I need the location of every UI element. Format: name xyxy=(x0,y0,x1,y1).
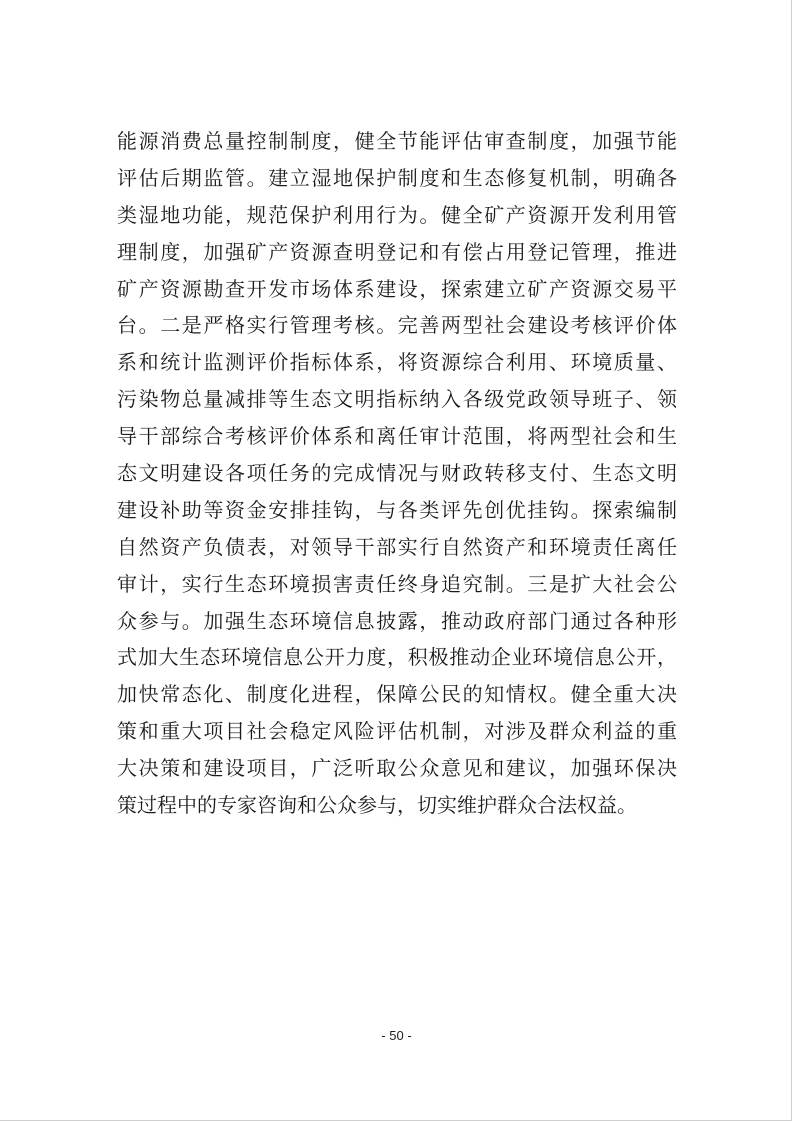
text-line: 态文明建设各项任务的完成情况与财政转移支付、生态文明 xyxy=(117,461,677,486)
text-line: 大决策和建设项目，广泛听取公众意见和建议，加强环保决 xyxy=(117,756,677,781)
text-line: 建设补助等资金安排挂钩，与各类评先创优挂钩。探索编制 xyxy=(117,497,677,522)
text-line: 台。二是严格实行管理考核。完善两型社会建设考核评价体 xyxy=(117,313,677,338)
text-line: 类湿地功能，规范保护利用行为。健全矿产资源开发利用管 xyxy=(117,202,677,227)
text-line: 导干部综合考核评价体系和离任审计范围，将两型社会和生 xyxy=(117,424,677,449)
page-number: - 50 - xyxy=(381,1028,412,1043)
body-paragraph xyxy=(117,123,677,824)
text-line: 自然资产负债表，对领导干部实行自然资产和环境责任离任 xyxy=(117,534,677,559)
text-line: 污染物总量减排等生态文明指标纳入各级党政领导班子、领 xyxy=(117,387,677,412)
text-line: 能源消费总量控制制度，健全节能评估审查制度，加强节能 xyxy=(117,129,677,153)
text-line: 审计，实行生态环境损害责任终身追究制。三是扩大社会公 xyxy=(117,571,677,596)
text-line: 众参与。加强生态环境信息披露，推动政府部门通过各种形 xyxy=(117,608,677,633)
text-line: 矿产资源勘查开发市场体系建设，探索建立矿产资源交易平 xyxy=(117,276,677,301)
text-line: 加快常态化、制度化进程，保障公民的知情权。健全重大决 xyxy=(117,682,677,707)
text-line-last: 策过程中的专家咨询和公众参与，切实维护群众合法权益。 xyxy=(117,793,637,818)
text-line: 式加大生态环境信息公开力度，积极推动企业环境信息公开， xyxy=(117,645,677,670)
text-line: 理制度，加强矿产资源查明登记和有偿占用登记管理，推进 xyxy=(117,239,677,264)
text-line: 系和统计监测评价指标体系，将资源综合利用、环境质量、 xyxy=(117,350,677,375)
text-line: 评估后期监管。建立湿地保护制度和生态修复机制，明确各 xyxy=(117,165,677,190)
text-line: 策和重大项目社会稳定风险评估机制，对涉及群众利益的重 xyxy=(117,719,677,744)
